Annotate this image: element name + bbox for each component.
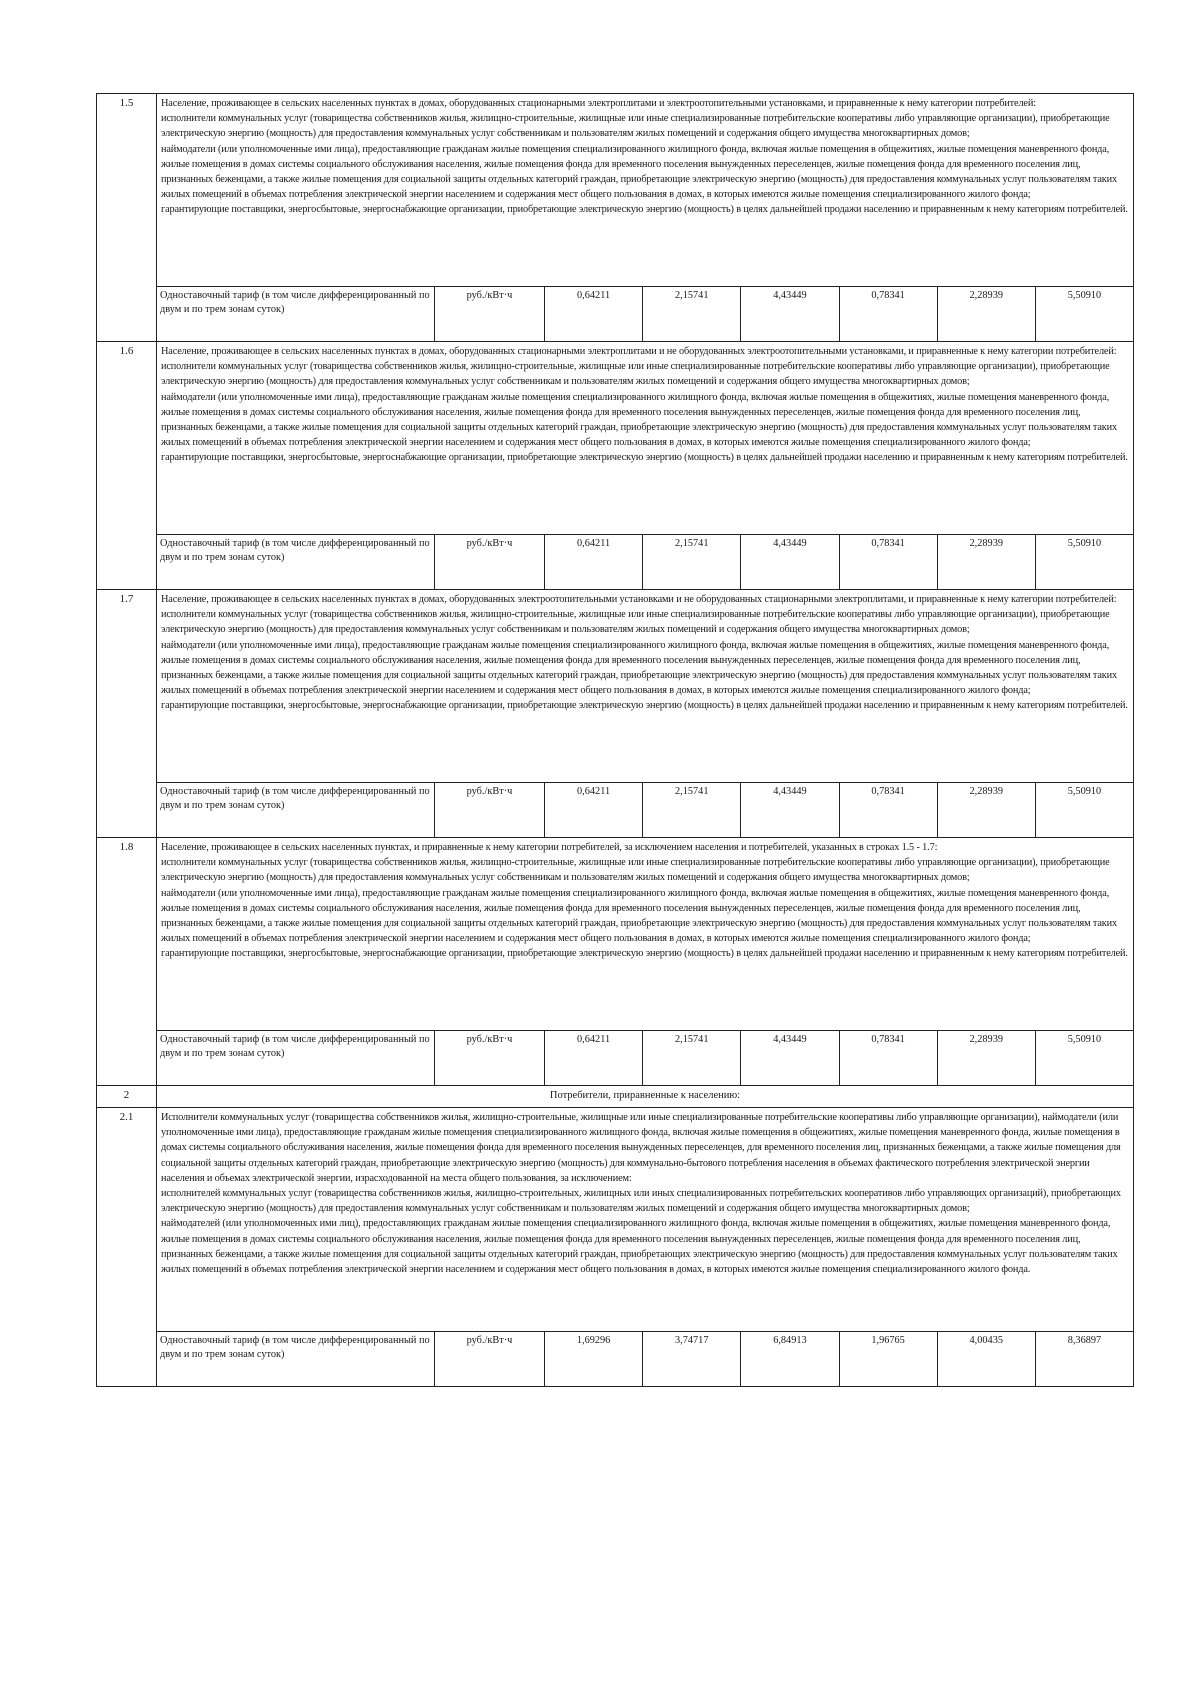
row-description: Население, проживающее в сельских населенных пунктах в домах, оборудованных электроотопительными установками и не оборудованных стационарными электроплитами, и приравненные к нему категории потребителей: исполнители коммунальных услуг (товарищества собственников жилья, жилищно-строительные, жилищные или иные специализированные потребительские кооперативы либо управляющие организации), приобретающие электрическую энергию (мощность) для предоставления коммунальных услуг собственникам и пользователям жилых помещений и содержания общего имущества многоквартирных домов; наймодатели (или уполномоченные ими лица), предоставляющие гражданам жилые помещения специализированного жилищного фонда, включая жилые помещения в общежитиях, жилые помещения маневренного фонда, жилые помещения в домах системы социального обслуживания населения, жилые помещения фонда для временного поселения вынужденных переселенцев, жилые помещения фонда для временного поселения лиц, признанных беженцами, а также жилые помещения для социальной защиты отдельных категорий граждан, приобретающие электрическую энергию (мощность) для предоставления коммунальных услуг пользователям таких жилых помещений в объемах потребления электрической энергии населением и содержания мест общего пользования в домах, в которых имеются жилые помещения специализированного жилого фонда; гарантирующие поставщики, энергосбытовые, энергоснабжающие организации, приобретающие электрическую энергию (мощность) в целях дальнейшей продажи населению и приравненным к нему категориям потребителей. (161, 594, 1128, 712)
tariff-label: Одноставочный тариф (в том числе дифференцированный по двум и по трем зонам суток) (157, 783, 435, 837)
row-number: 2 (97, 1086, 157, 1107)
row-description: Население, проживающее в сельских населенных пунктах в домах, оборудованных стационарными электроплитами и электроотопительными установками, и приравненные к нему категории потребителей: исполнители коммунальных услуг (товарищества собственников жилья, жилищно-строительные, жилищные или иные специализированные потребительские кооперативы либо управляющие организации), приобретающие электрическую энергию (мощность) для предоставления коммунальных услуг собственникам и пользователям жилых помещений и содержания общего имущества многоквартирных домов; наймодатели (или уполномоченные ими лица), предоставляющие гражданам жилые помещения специализированного жилищного фонда, включая жилые помещения в общежитиях, жилые помещения маневренного фонда, жилые помещения в домах системы социального обслуживания населения, жилые помещения фонда для временного поселения вынужденных переселенцев, жилые помещения фонда для временного поселения лиц, признанных беженцами, а также жилые помещения для социальной защиты отдельных категорий граждан, приобретающие электрическую энергию (мощность) для предоставления коммунальных услуг пользователям таких жилых помещений в объемах потребления электрической энергии населением и содержания мест общего пользования в домах, в которых имеются жилые помещения специализированного жилого фонда; гарантирующие поставщики, энергосбытовые, энергоснабжающие организации, приобретающие электрическую энергию (мощность) в целях дальнейшей продажи населению и приравненным к нему категориям потребителей. (161, 98, 1128, 216)
tariff-value: 2,15741 (643, 1031, 741, 1085)
row-number: 1.5 (97, 94, 157, 341)
row-number: 1.6 (97, 342, 157, 589)
tariff-label: Одноставочный тариф (в том числе дифференцированный по двум и по трем зонам суток) (157, 1332, 435, 1386)
tariff-value: 0,78341 (840, 287, 938, 341)
table-row (97, 838, 1133, 1086)
row-body (157, 1108, 1133, 1386)
row-description: Население, проживающее в сельских населенных пунктах в домах, оборудованных стационарными электроплитами и не оборудованных электроотопительными установками, и приравненные к нему категории потребителей: исполнители коммунальных услуг (товарищества собственников жилья, жилищно-строительные, жилищные или иные специализированные потребительские кооперативы либо управляющие организации), приобретающие электрическую энергию (мощность) для предоставления коммунальных услуг собственникам и пользователям жилых помещений и содержания общего имущества многоквартирных домов; наймодатели (или уполномоченные ими лица), предоставляющие гражданам жилые помещения специализированного жилищного фонда, включая жилые помещения в общежитиях, жилые помещения маневренного фонда, жилые помещения в домах системы социального обслуживания населения, жилые помещения фонда для временного поселения вынужденных переселенцев, жилые помещения фонда для временного поселения лиц, признанных беженцами, а также жилые помещения для социальной защиты отдельных категорий граждан, приобретающие электрическую энергию (мощность) для предоставления коммунальных услуг пользователям таких жилых помещений в объемах потребления электрической энергии населением и содержания мест общего пользования в домах, в которых имеются жилые помещения специализированного жилого фонда; гарантирующие поставщики, энергосбытовые, энергоснабжающие организации, приобретающие электрическую энергию (мощность) в целях дальнейшей продажи населению и приравненным к нему категориям потребителей. (161, 346, 1128, 464)
tariff-value: 1,69296 (545, 1332, 643, 1386)
tariff-value: 4,43449 (741, 535, 839, 589)
table-row (97, 590, 1133, 838)
tariff-value: 3,74717 (643, 1332, 741, 1386)
row-number: 2.1 (97, 1108, 157, 1386)
row-body (157, 342, 1133, 589)
table-row (97, 342, 1133, 590)
tariff-label: Одноставочный тариф (в том числе дифференцированный по двум и по трем зонам суток) (157, 287, 435, 341)
tariff-label: Одноставочный тариф (в том числе дифференцированный по двум и по трем зонам суток) (157, 1031, 435, 1085)
tariff-value: 4,43449 (741, 287, 839, 341)
tariff-value: 2,28939 (938, 535, 1036, 589)
tariff-value: 8,36897 (1067, 1335, 1102, 1346)
tariff-value: 0,64211 (545, 287, 643, 341)
tariff-value: 0,78341 (840, 783, 938, 837)
tariff-value: 4,43449 (741, 783, 839, 837)
row-number: 1.7 (97, 590, 157, 837)
row-body (157, 1086, 1133, 1107)
tariff-line (157, 782, 1133, 837)
tariff-value: 2,28939 (938, 287, 1036, 341)
tariff-value: 2,28939 (938, 783, 1036, 837)
tariff-value: 0,78341 (840, 1031, 938, 1085)
row-body (157, 590, 1133, 837)
tariff-unit: руб./кВт·ч (435, 535, 545, 589)
tariff-label: Одноставочный тариф (в том числе дифференцированный по двум и по трем зонам суток) (157, 535, 435, 589)
tariff-value: 0,64211 (545, 783, 643, 837)
section-row (97, 1086, 1133, 1108)
tariff-unit: руб./кВт·ч (435, 1332, 545, 1386)
tariff-line (157, 534, 1133, 589)
row-body (157, 94, 1133, 341)
tariff-value: 4,00435 (938, 1332, 1036, 1386)
tariff-table (96, 93, 1134, 1387)
row-description: Исполнители коммунальных услуг (товарищества собственников жилья, жилищно-строительные, жилищные или иные специализированные потребительские кооперативы либо управляющие организации), наймодатели (или уполномоченные ими лица), предоставляющие гражданам жилые помещения специализированного жилищного фонда, включая жилые помещения в общежитиях, жилые помещения маневренного фонда, жилые помещения в домах системы социального обслуживания населения, жилые помещения фонда для временного поселения вынужденных переселенцев, для временного поселения лиц, признанных беженцами, а также жилые помещения для социальной защиты отдельных категорий граждан, приобретающие электрическую энергию (мощность) для коммунально-бытового потребления населения в объемах фактического потребления электрической энергии населения и объемах электрической энергии, израсходованной на места общего пользования, за исключением: исполнителей коммунальных услуг (товарищества собственников жилья, жилищно-строительных, жилищных или иных специализированных потребительских кооперативов либо управляющих организаций), приобретающих электрическую энергию (мощность) для предоставления коммунальных услуг собственникам и пользователям жилых помещений и содержания общего имущества многоквартирных домов; наймодателей (или уполномоченных ими лиц), предоставляющих гражданам жилые помещения специализированного жилищного фонда, включая жилые помещения в общежитиях, жилые помещения маневренного фонда, жилые помещения в домах системы социального обслуживания населения, жилые помещения фонда для временного поселения вынужденных переселенцев, жилые помещения фонда для временного поселения лиц, признанных беженцами, а также жилые помещения для социальной защиты отдельных категорий граждан, приобретающих электрическую энергию (мощность) для предоставления коммунальных услуг пользователям таких жилых помещений в объемах потребления электрической энергии населением и содержания мест общего пользования в домах, в которых имеются жилые помещения специализированного жилого фонда. (161, 1112, 1121, 1276)
tariff-line (157, 286, 1133, 341)
row-number: 1.8 (97, 838, 157, 1085)
row-body (157, 838, 1133, 1085)
tariff-unit: руб./кВт·ч (435, 287, 545, 341)
table-row (97, 1108, 1133, 1386)
section-title: Потребители, приравненные к населению: (549, 1090, 741, 1101)
row-description: Население, проживающее в сельских населенных пунктах, и приравненные к нему категории потребителей, за исключением населения и потребителей, указанных в строках 1.5 - 1.7: исполнители коммунальных услуг (товарищества собственников жилья, жилищно-строительные, жилищные или иные специализированные потребительские кооперативы либо управляющие организации), приобретающие электрическую энергию (мощность) для предоставления коммунальных услуг собственникам и пользователям жилых помещений и содержания общего имущества многоквартирных домов; наймодатели (или уполномоченные ими лица), предоставляющие гражданам жилые помещения специализированного жилищного фонда, включая жилые помещения в общежитиях, жилые помещения маневренного фонда, жилые помещения в домах системы социального обслуживания населения, жилые помещения фонда для временного поселения вынужденных переселенцев, жилые помещения фонда для временного поселения лиц, признанных беженцами, а также жилые помещения для социальной защиты отдельных категорий граждан, приобретающие электрическую энергию (мощность) для предоставления коммунальных услуг пользователям таких жилых помещений в объемах потребления электрической энергии населением и содержания мест общего пользования в домах, в которых имеются жилые помещения специализированного жилого фонда; гарантирующие поставщики, энергосбытовые, энергоснабжающие организации, приобретающие электрическую энергию (мощность) в целях дальнейшей продажи населению и приравненным к нему категориям потребителей. (161, 842, 1128, 960)
tariff-value: 0,64211 (545, 535, 643, 589)
tariff-value: 6,84913 (741, 1332, 839, 1386)
tariff-value: 2,15741 (643, 783, 741, 837)
tariff-value: 0,78341 (840, 535, 938, 589)
tariff-value: 4,43449 (741, 1031, 839, 1085)
tariff-value: 1,96765 (840, 1332, 938, 1386)
tariff-value: 5,50910 (1067, 786, 1102, 797)
table-row (97, 94, 1133, 342)
tariff-value: 2,15741 (643, 535, 741, 589)
tariff-value: 2,28939 (938, 1031, 1036, 1085)
tariff-value: 5,50910 (1067, 1034, 1102, 1045)
tariff-value: 5,50910 (1067, 538, 1102, 549)
tariff-line (157, 1331, 1133, 1386)
tariff-line (157, 1030, 1133, 1085)
tariff-value: 0,64211 (545, 1031, 643, 1085)
tariff-value: 5,50910 (1067, 290, 1102, 301)
tariff-value: 2,15741 (643, 287, 741, 341)
tariff-unit: руб./кВт·ч (435, 1031, 545, 1085)
tariff-unit: руб./кВт·ч (435, 783, 545, 837)
